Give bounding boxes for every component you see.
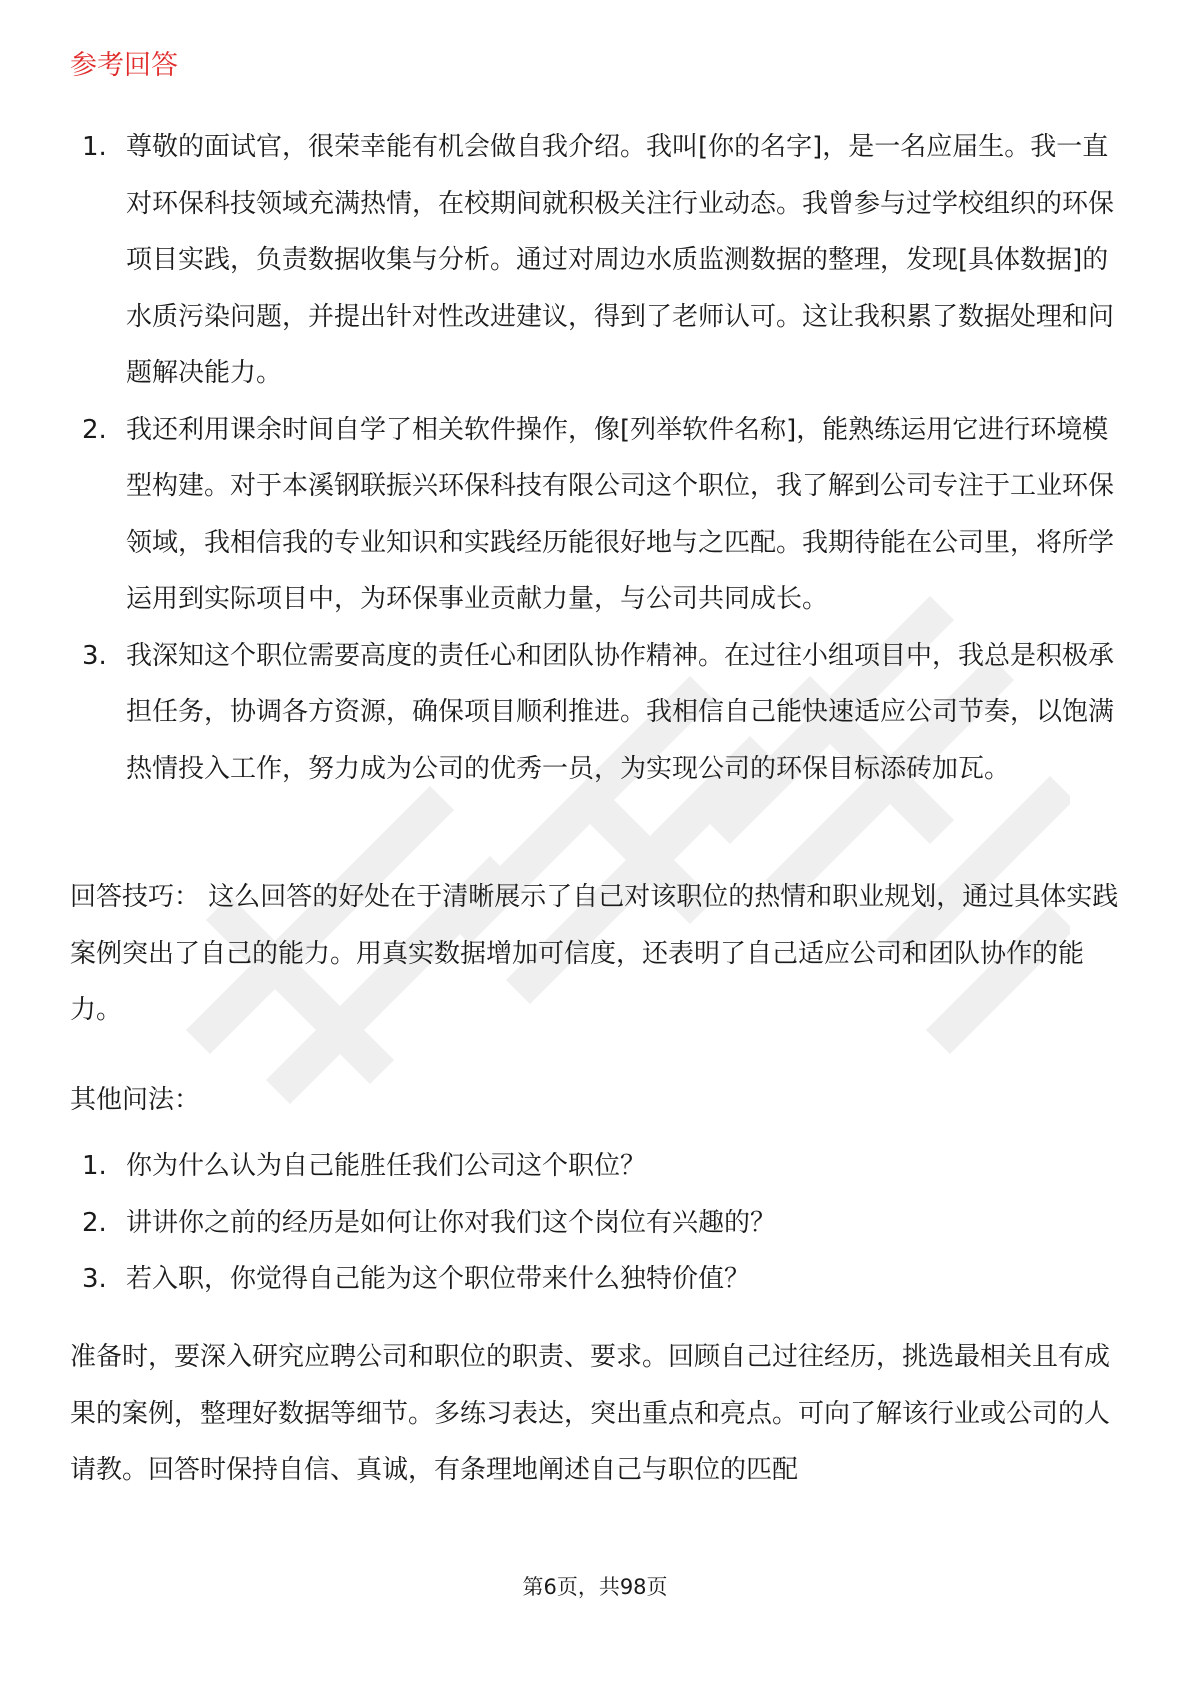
- list-item-text: 若入职，你觉得自己能为这个职位带来什么独特价值？: [126, 1264, 751, 1294]
- list-item-number: 3.: [82, 1264, 107, 1294]
- list-item: [70, 1195, 1130, 1252]
- list-item: [70, 628, 1130, 798]
- list-item-text: 我还利用课余时间自学了相关软件操作，像[列举软件名称]，能熟练运用它进行环境模型构建。对于本溪钢联振兴环保科技有限公司这个职位，我了解到公司专注于工业环保领域，我相信我的专业知识和实践经历能很好地与之匹配。我期待能在公司里，将所学运用到实际项目中，为环保事业贡献力量，与公司共同成长。: [126, 414, 1115, 614]
- preparation-advice: 准备时，要深入研究应聘公司和职位的职责、要求。回顾自己过往经历，挑选最相关且有成果的案例，整理好数据等细节。多练习表达，突出重点和亮点。可向了解该行业或公司的人请教。回答时保持自信、真诚，有条理地阐述自己与职位的匹配: [70, 1342, 1111, 1485]
- list-item-number: 2.: [82, 414, 107, 445]
- list-item-text: 讲讲你之前的经历是如何让你对我们这个岗位有兴趣的？: [126, 1207, 777, 1238]
- list-item: [70, 1251, 1130, 1308]
- list-item-number: 3.: [82, 640, 107, 671]
- other-questions-list: [70, 1138, 1130, 1308]
- list-item-text: 尊敬的面试官，很荣幸能有机会做自我介绍。我叫[你的名字]，是一名应届生。我一直对环保科技领域充满热情，在校期间就积极关注行业动态。我曾参与过学校组织的环保项目实践，负责数据收集与分析。通过对周边水质监测数据的整理，发现[具体数据]的水质污染问题，并提出针对性改进建议，得到了老师认可。这让我积累了数据处理和问题解决能力。: [126, 132, 1115, 388]
- list-item: [70, 402, 1130, 628]
- answer-tips: 回答技巧： 这么回答的好处在于清晰展示了自己对该职位的热情和职业规划，通过具体实践案例突出了自己的能力。用真实数据增加可信度，还表明了自己适应公司和团队协作的能力。: [70, 882, 1119, 1025]
- section-title: 参考回答: [70, 50, 178, 81]
- list-item-text: 你为什么认为自己能胜任我们公司这个职位？: [126, 1151, 647, 1181]
- other-questions-title: 其他问法：: [70, 1085, 201, 1115]
- answer-list: [70, 119, 1130, 797]
- list-item-number: 1.: [82, 1151, 107, 1181]
- list-item-number: 2.: [82, 1207, 107, 1238]
- list-item: [70, 119, 1130, 402]
- list-item: [70, 1138, 1130, 1195]
- page-number-footer: 第6页，共98页: [522, 1575, 668, 1599]
- list-item-number: 1.: [82, 132, 107, 162]
- list-item-text: 我深知这个职位需要高度的责任心和团队协作精神。在过往小组项目中，我总是积极承担任务，协调各方资源，确保项目顺利推进。我相信自己能快速适应公司节奏，以饱满热情投入工作，努力成为公司的优秀一员，为实现公司的环保目标添砖加瓦。: [126, 640, 1115, 784]
